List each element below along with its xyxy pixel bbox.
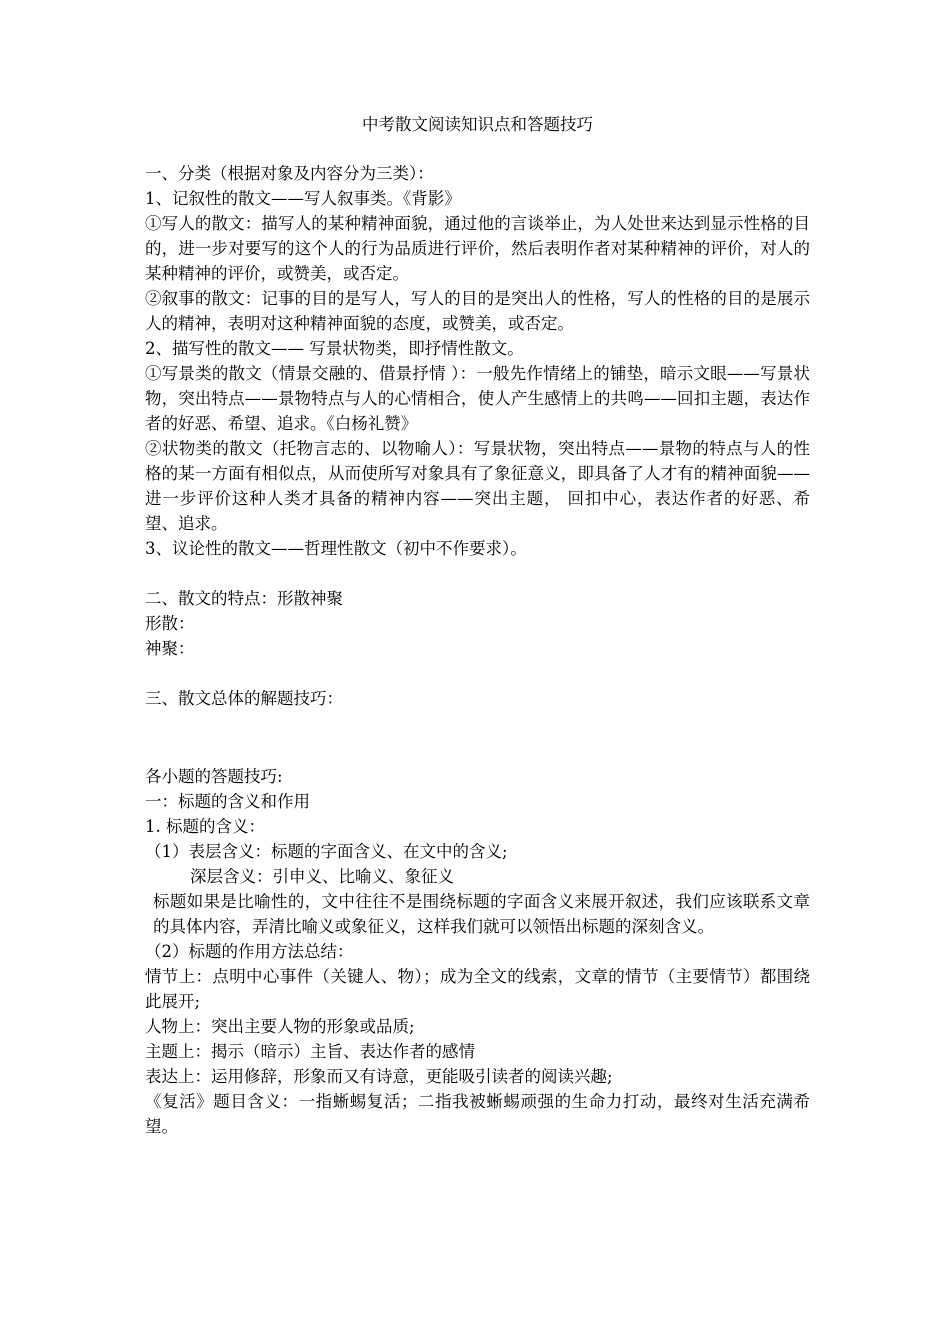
section4-expression: 表达上：运用修辞，形象而又有诗意，更能吸引读者的阅读兴趣; xyxy=(145,1067,613,1086)
section1-item3: 3、议论性的散文——哲理性散文（初中不作要求）。 xyxy=(145,539,527,558)
section2-heading: 二、散文的特点：形散神聚 xyxy=(145,589,343,608)
section4-sub1: 一：标题的含义和作用 xyxy=(145,792,310,811)
section1-item1-paragraph1: ①写人的散文：描写人的某种精神面貌，通过他的言谈举止，为人处世来达到显示性格的目的，进一步对要写的这个人的行为品质进行评价，然后表明作者对某种精神的评价，对人的某种精神的评价，或赞美，或否定。 xyxy=(145,214,810,283)
section4-sub1-1: 1. 标题的含义： xyxy=(145,817,265,836)
section4-theme: 主题上：揭示（暗示）主旨、表达作者的感情 xyxy=(145,1042,475,1061)
section4-sub1-1c: 标题如果是比喻性的，文中往往不是围绕标题的字面含义来展开叙述，我们应该联系文章的具体内容，弄清比喻义或象征义，这样我们就可以领悟出标题的深刻含义。 xyxy=(153,892,810,936)
section1-item1: 1、记叙性的散文——写人叙事类。《背影》 xyxy=(145,189,461,208)
section1-heading: 一、分类（根据对象及内容分为三类）： xyxy=(145,164,434,183)
section4-character: 人物上：突出主要人物的形象或品质; xyxy=(145,1017,415,1036)
section4-sub1-2: （2）标题的作用方法总结： xyxy=(145,942,354,961)
section1-item2-paragraph1: ①写景类的散文（情景交融的、借景抒情 ）：一般先作情绪上的铺垫，暗示文眼——写景状物，突出特点——景物特点与人的心情相合，使人产生感情上的共鸣——回扣主题，表达作者的好恶、希望、追求。《白杨礼赞》 xyxy=(145,364,810,433)
section4-plot: 情节上：点明中心事件（关键人、物）；成为全文的线索，文章的情节（主要情节）都围绕此展开; xyxy=(145,967,810,1011)
section4-sub1-1b: 深层含义：引申义、比喻义、象征义 xyxy=(190,867,454,886)
section2-line1: 形散： xyxy=(145,614,195,633)
spacer xyxy=(145,711,810,764)
spacer xyxy=(145,561,810,586)
section4-heading: 各小题的答题技巧: xyxy=(145,767,283,786)
section1-item1-paragraph2: ②叙事的散文：记事的目的是写人，写人的目的是突出人的性格，写人的性格的目的是展示人的精神，表明对这种精神面貌的态度，或赞美，或否定。 xyxy=(145,289,810,333)
spacer xyxy=(145,661,810,686)
section1-item2: 2、描写性的散文—— 写景状物类，即抒情性散文。 xyxy=(145,339,524,358)
section4-example: 《复活》题目含义：一指蜥蜴复活；二指我被蜥蜴顽强的生命力打动，最终对生活充满希望。 xyxy=(145,1092,810,1136)
section3-heading: 三、散文总体的解题技巧： xyxy=(145,689,343,708)
document-title: 中考散文阅读知识点和答题技巧 xyxy=(362,115,593,134)
section2-line2: 神聚： xyxy=(145,639,195,658)
document-page xyxy=(145,112,810,1139)
section4-sub1-1a: （1）表层含义：标题的字面含义、在文中的含义; xyxy=(145,842,508,861)
section1-item2-paragraph2: ②状物类的散文（托物言志的、以物喻人）：写景状物，突出特点——景物的特点与人的性格的某一方面有相似点，从而使所写对象具有了象征意义，即具备了人才有的精神面貌——进一步评价这种人类才具备的精神内容——突出主题， 回扣中心，表达作者的好恶、希望、追求。 xyxy=(145,439,810,533)
